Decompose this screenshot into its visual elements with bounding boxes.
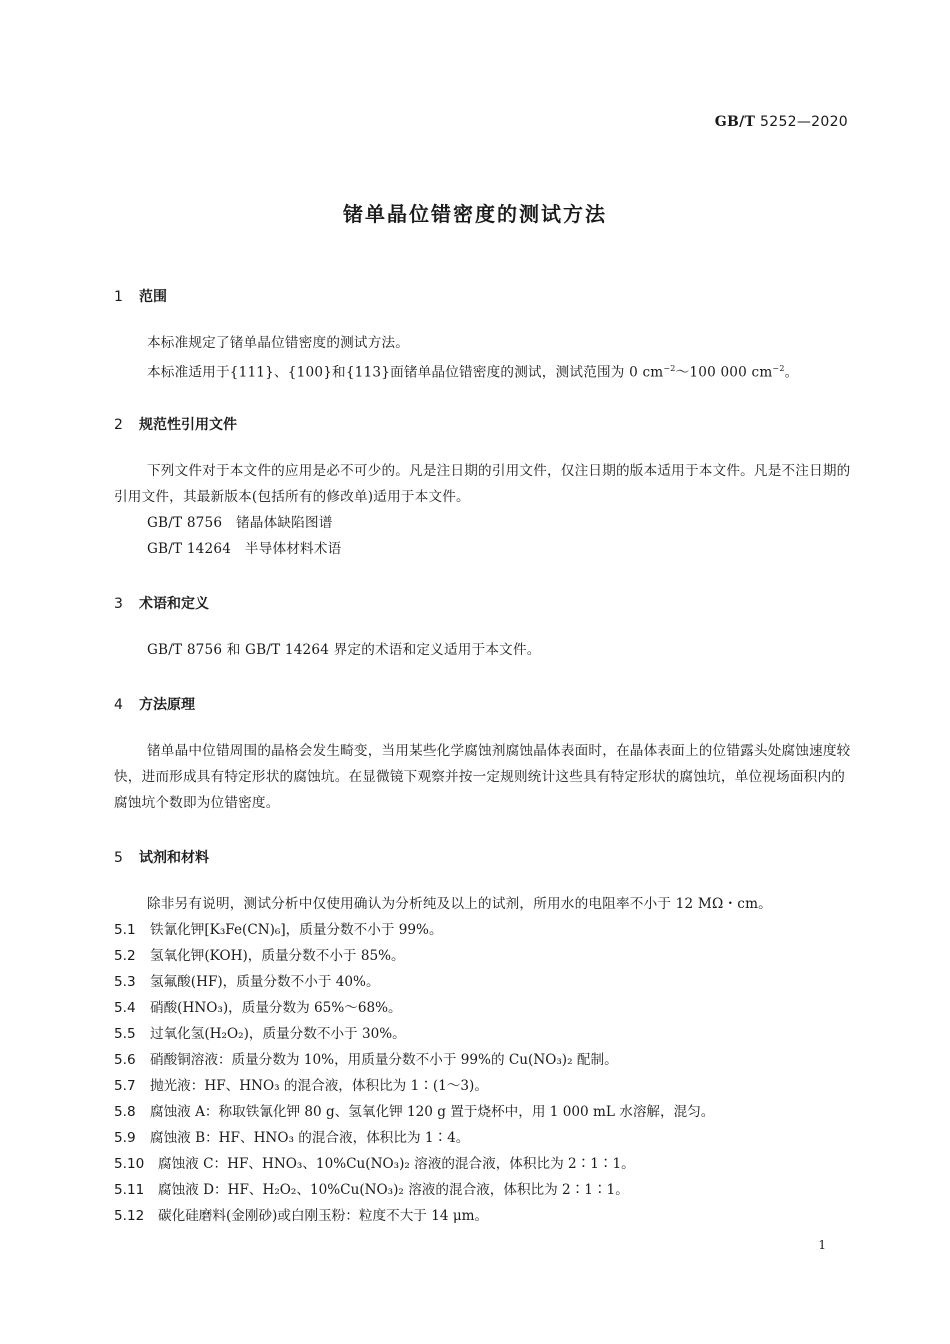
- paragraph: 锗单晶中位错周围的晶格会发生畸变，当用某些化学腐蚀剂腐蚀晶体表面时，在晶体表面上的位错露头处腐蚀速度较快，进而形成具有特定形状的腐蚀坑。在显微镜下观察并按一定规则统计这些具有特定形状的腐蚀坑，单位视场面积内的腐蚀坑个数即为位错密度。: [114, 743, 851, 811]
- text-run: ～100 000 cm: [675, 364, 773, 381]
- text-run: 。: [784, 364, 799, 381]
- list-item: [114, 943, 851, 969]
- item-text: 腐蚀液 B：HF、HNO₃ 的混合液，体积比为 1∶4。: [150, 1130, 470, 1146]
- section-4-heading: [114, 694, 195, 714]
- item-number: 5.12: [114, 1208, 145, 1224]
- section-title: 范围: [139, 289, 167, 305]
- item-text: 铁氰化钾[K₃Fe(CN)₆]，质量分数不小于 99%。: [150, 922, 443, 938]
- list-item: [114, 917, 851, 943]
- paragraph: [114, 356, 851, 386]
- list-item: [114, 1203, 851, 1229]
- list-item: [114, 1021, 851, 1047]
- superscript: −2: [772, 364, 785, 373]
- section-2-heading: [114, 414, 237, 434]
- item-number: 5.1: [114, 922, 136, 938]
- item-number: 5.6: [114, 1052, 136, 1068]
- section-1-heading: [114, 286, 167, 306]
- paragraph: 本标准规定了锗单晶位错密度的测试方法。: [147, 335, 410, 351]
- text-run: 本标准适用于{111}、{100}和{113}面锗单晶位错密度的测试，测试范围为 0 cm: [147, 364, 664, 381]
- list-item: [114, 1099, 851, 1125]
- item-text: 硝酸(HNO₃)，质量分数为 65%～68%。: [150, 1000, 402, 1016]
- section-number: 3: [114, 596, 123, 612]
- item-number: 5.10: [114, 1156, 145, 1172]
- standard-number: [715, 114, 848, 130]
- document-title: 锗单晶位错密度的测试方法: [343, 202, 607, 226]
- list-item: [114, 969, 851, 995]
- section-3-heading: [114, 593, 209, 613]
- item-text: 氢氧化钾(KOH)，质量分数不小于 85%。: [150, 948, 405, 964]
- section-title: 方法原理: [139, 697, 195, 713]
- list-item: [114, 1177, 851, 1203]
- section-title: 规范性引用文件: [139, 417, 237, 433]
- section-number: 4: [114, 697, 123, 713]
- item-number: 5.8: [114, 1104, 136, 1120]
- list-item: [114, 1047, 851, 1073]
- paragraph: 除非另有说明，测试分析中仅使用确认为分析纯及以上的试剂，所用水的电阻率不小于 12 MΩ・cm。: [147, 896, 772, 912]
- item-text: 氢氟酸(HF)，质量分数不小于 40%。: [150, 974, 380, 990]
- item-number: 5.7: [114, 1078, 136, 1094]
- section-title: 试剂和材料: [139, 850, 209, 866]
- standard-code: 5252—2020: [760, 114, 848, 130]
- item-text: 腐蚀液 C：HF、HNO₃、10%Cu(NO₃)₂ 溶液的混合液，体积比为 2∶1∶1。: [158, 1156, 635, 1172]
- item-text: 硝酸铜溶液：质量分数为 10%，用质量分数不小于 99%的 Cu(NO₃)₂ 配制。: [150, 1052, 618, 1068]
- item-number: 5.9: [114, 1130, 136, 1146]
- item-text: 腐蚀液 D：HF、H₂O₂、10%Cu(NO₃)₂ 溶液的混合液，体积比为 2∶1∶1。: [158, 1182, 629, 1198]
- item-number: 5.5: [114, 1026, 136, 1042]
- list-item: [114, 1151, 851, 1177]
- item-number: 5.11: [114, 1182, 145, 1198]
- paragraph: GB/T 8756 和 GB/T 14264 界定的术语和定义适用于本文件。: [147, 642, 541, 658]
- list-item: [114, 1125, 851, 1151]
- section-number: 1: [114, 289, 123, 305]
- section-number: 2: [114, 417, 123, 433]
- item-number: 5.3: [114, 974, 136, 990]
- superscript: −2: [663, 364, 676, 373]
- section-number: 5: [114, 850, 123, 866]
- list-item: [114, 1073, 851, 1099]
- paragraph: 下列文件对于本文件的应用是必不可少的。凡是注日期的引用文件，仅注日期的版本适用于本文件。凡是不注日期的引用文件，其最新版本(包括所有的修改单)适用于本文件。: [114, 463, 851, 505]
- section-5-heading: [114, 847, 209, 867]
- reference-item: GB/T 14264 半导体材料术语: [147, 541, 342, 557]
- item-text: 碳化硅磨料(金刚砂)或白刚玉粉：粒度不大于 14 μm。: [158, 1208, 489, 1224]
- reference-item: GB/T 8756 锗晶体缺陷图谱: [147, 515, 333, 531]
- page-number: 1: [818, 1238, 826, 1252]
- standard-prefix: GB/T: [714, 114, 756, 130]
- section-title: 术语和定义: [139, 596, 209, 612]
- item-number: 5.4: [114, 1000, 136, 1016]
- item-number: 5.2: [114, 948, 136, 964]
- item-text: 抛光液：HF、HNO₃ 的混合液，体积比为 1∶(1～3)。: [150, 1078, 488, 1094]
- list-item: [114, 995, 851, 1021]
- item-text: 过氧化氢(H₂O₂)，质量分数不小于 30%。: [150, 1026, 406, 1042]
- item-text: 腐蚀液 A：称取铁氰化钾 80 g、氢氧化钾 120 g 置于烧杯中，用 1 000 mL 水溶解，混匀。: [150, 1104, 715, 1120]
